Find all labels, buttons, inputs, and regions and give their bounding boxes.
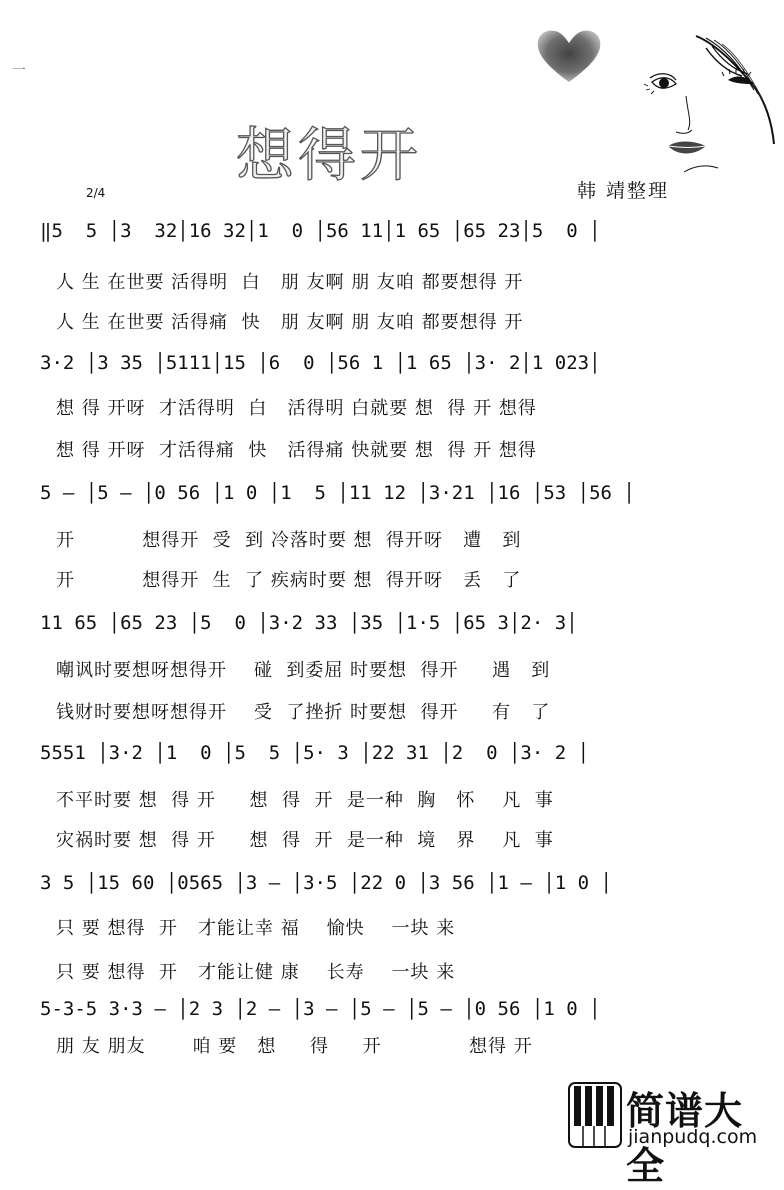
notation-line: 3 5 │15 60 │0565 │3 — │3·5 │22 0 │3 56 │1 — │1 0 │ — [40, 872, 612, 894]
lyric-line: 人 生 在世要 活得痛 快 朋 友啊 朋 友咱 都要想得 开 — [56, 312, 524, 333]
logo-text: 简谱大全 — [626, 1089, 744, 1188]
notation-line: 3·2 │3 35 │5111│15 │6 0 │56 1 │1 65 │3· 2│1 023│ — [40, 352, 601, 374]
notation-line: 5551 │3·2 │1 0 │5 5 │5· 3 │22 31 │2 0 │3· 2 │ — [40, 742, 590, 764]
arranger-credit: 韩 靖整理 — [577, 180, 670, 202]
lyric-line: 人 生 在世要 活得明 白 朋 友啊 朋 友咱 都要想得 开 — [56, 272, 524, 293]
lyric-line: 想 得 开呀 才活得明 白 活得明 白就要 想 得 开 想得 — [56, 398, 537, 419]
lyric-line: 开 想得开 受 到 冷落时要 想 得开呀 遭 到 — [56, 530, 522, 551]
lyric-line: 开 想得开 生 了 疾病时要 想 得开呀 丢 了 — [56, 570, 522, 591]
lyric-line: 只 要 想得 开 才能让健 康 长寿 一块 来 — [56, 962, 456, 983]
notation-line: 5-3-5 3·3 — │2 3 │2 — │3 — │5 — │5 — │0 56 │1 0 │ — [40, 998, 601, 1020]
notation-line: 11 65 │65 23 │5 0 │3·2 33 │35 │1·5 │65 3│2· 3│ — [40, 612, 578, 634]
lyric-line: 只 要 想得 开 才能让幸 福 愉快 一块 来 — [56, 918, 456, 939]
lyric-line: 朋 友 朋友 咱 要 想 得 开 想得 开 — [56, 1036, 533, 1057]
time-signature: 2/4 — [86, 186, 106, 200]
margin-mark: 一 — [12, 63, 26, 79]
lyric-line: 不平时要 想 得 开 想 得 开 是一种 胸 怀 凡 事 — [56, 790, 554, 811]
logo-url: jianpudq.com — [628, 1126, 758, 1148]
piano-keys-icon — [568, 1082, 622, 1148]
notation-line: ‖5 5 │3 32│16 32│1 0 │56 11│1 65 │65 23│5 0 │ — [40, 220, 601, 242]
lyric-line: 想 得 开呀 才活得痛 快 活得痛 快就要 想 得 开 想得 — [56, 440, 537, 461]
lyric-line: 嘲讽时要想呀想得开 碰 到委屈 时要想 得开 遇 到 — [56, 660, 551, 681]
notation-line: 5 — │5 — │0 56 │1 0 │1 5 │11 12 │3·21 │16 │53 │56 │ — [40, 482, 635, 504]
lyric-line: 钱财时要想呀想得开 受 了挫折 时要想 得开 有 了 — [56, 702, 551, 723]
site-logo — [568, 1080, 780, 1188]
face-illustration-icon — [636, 34, 776, 179]
lyric-line: 灾祸时要 想 得 开 想 得 开 是一种 境 界 凡 事 — [56, 830, 554, 851]
heart-icon — [534, 26, 604, 86]
song-title: 想得开 — [236, 121, 423, 189]
